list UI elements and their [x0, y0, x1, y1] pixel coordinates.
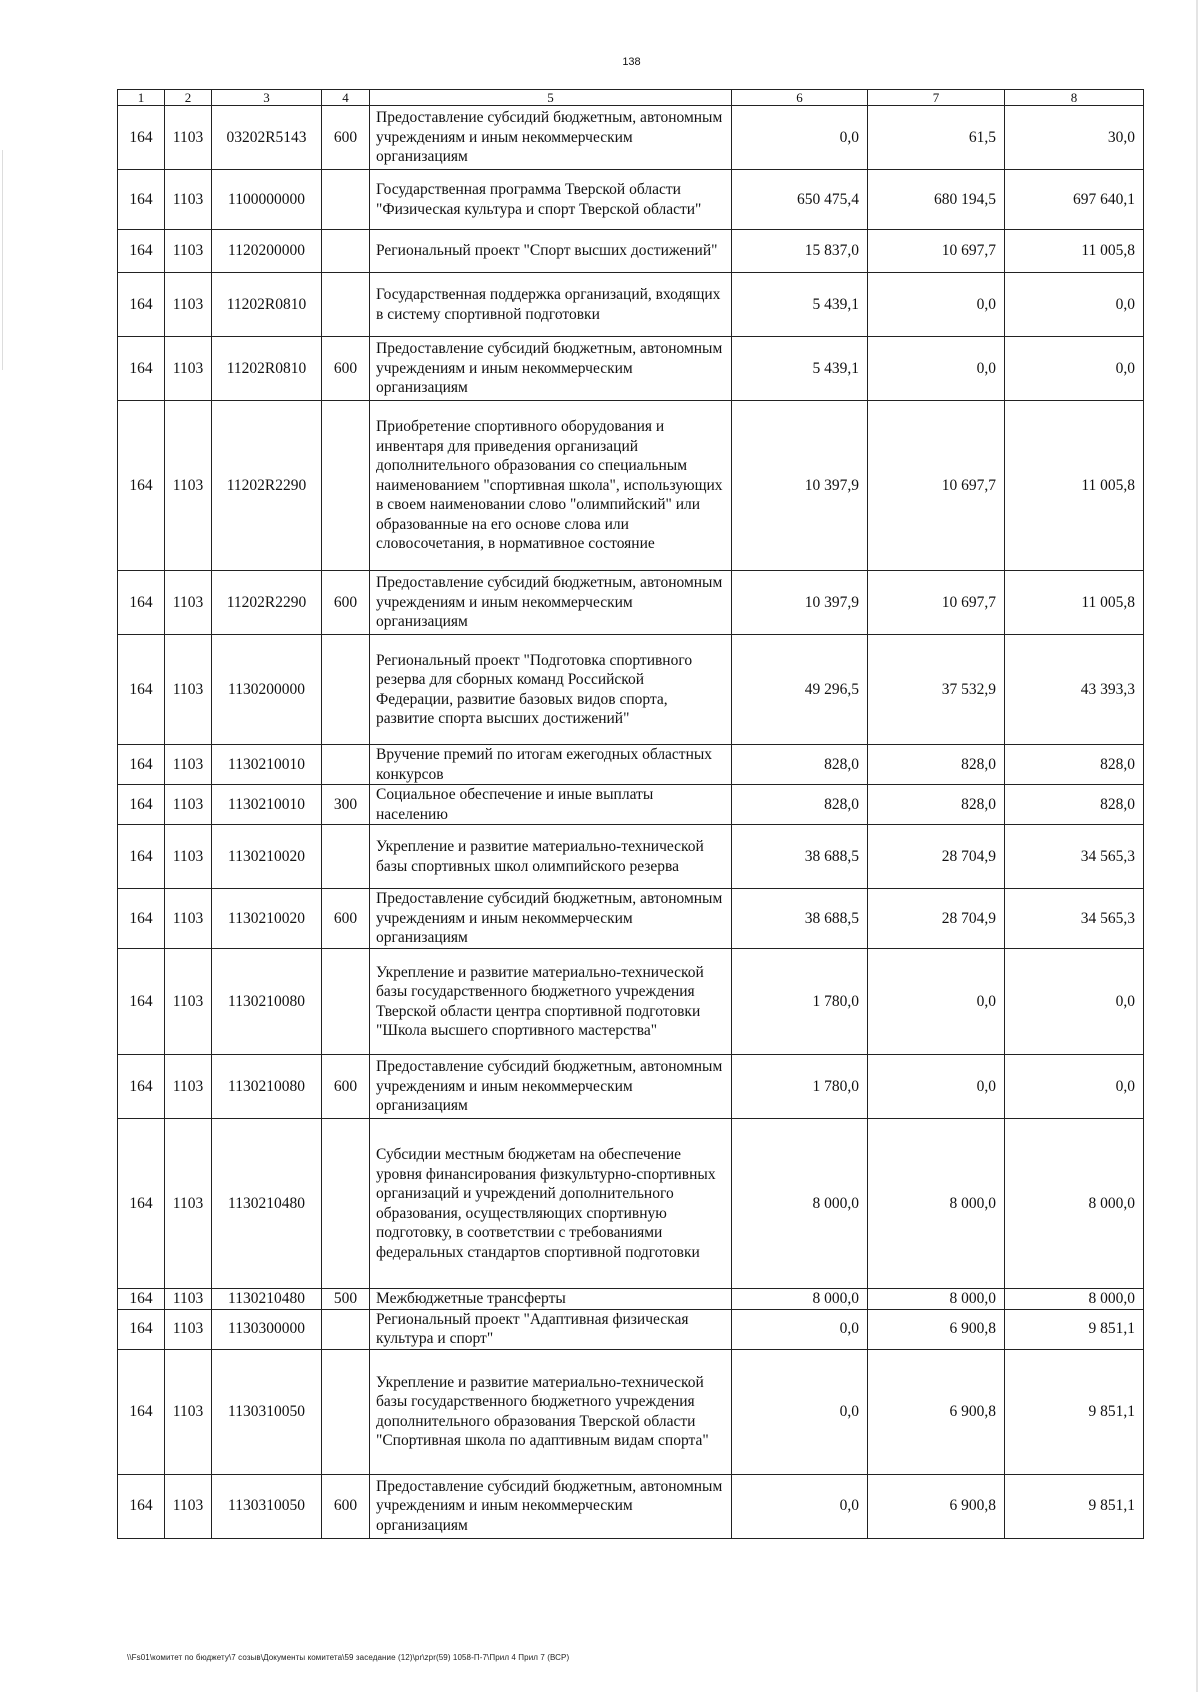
- cell-target-article: 1130210480: [212, 1289, 322, 1310]
- cell-amount-col6: 828,0: [732, 785, 868, 825]
- cell-amount-col6: 0,0: [732, 106, 868, 170]
- cell-target-article: 1130210020: [212, 825, 322, 889]
- cell-admin-code: 164: [118, 337, 165, 401]
- cell-expense-type: [322, 230, 370, 273]
- cell-amount-col7: 6 900,8: [868, 1309, 1005, 1349]
- cell-description: Предоставление субсидий бюджетным, автономным учреждениям и иным некоммерческим организациям: [370, 1474, 732, 1538]
- cell-target-article: 1130210010: [212, 785, 322, 825]
- cell-amount-col7: 28 704,9: [868, 825, 1005, 889]
- cell-section-code: 1103: [165, 825, 212, 889]
- cell-amount-col8: 9 851,1: [1005, 1349, 1144, 1474]
- cell-amount-col6: 0,0: [732, 1474, 868, 1538]
- cell-admin-code: 164: [118, 745, 165, 785]
- cell-description: Региональный проект "Адаптивная физическая культура и спорт": [370, 1309, 732, 1349]
- cell-admin-code: 164: [118, 1055, 165, 1119]
- cell-description: Государственная программа Тверской области "Физическая культура и спорт Тверской области": [370, 170, 732, 230]
- budget-table-body: [118, 90, 1144, 1539]
- table-row: [118, 1119, 1144, 1289]
- table-row: [118, 1289, 1144, 1310]
- cell-expense-type: 600: [322, 889, 370, 949]
- cell-amount-col7: 0,0: [868, 949, 1005, 1055]
- page-number: 138: [622, 56, 641, 68]
- cell-target-article: 1130210080: [212, 949, 322, 1055]
- table-row: [118, 401, 1144, 571]
- scan-edge-shadow: [1196, 0, 1198, 1692]
- cell-target-article: 1130300000: [212, 1309, 322, 1349]
- cell-amount-col8: 828,0: [1005, 785, 1144, 825]
- cell-section-code: 1103: [165, 1349, 212, 1474]
- cell-amount-col8: 11 005,8: [1005, 571, 1144, 635]
- cell-description: Приобретение спортивного оборудования и инвентаря для приведения организаций дополнительного образования со специальным наименованием "спортивная школа", использующих в своем наименовании слово "олимпийский" или образованные на его основе слова или словосочетания, в нормативное состояние: [370, 401, 732, 571]
- table-row: [118, 337, 1144, 401]
- table-row: [118, 825, 1144, 889]
- cell-section-code: 1103: [165, 1119, 212, 1289]
- cell-amount-col8: 9 851,1: [1005, 1474, 1144, 1538]
- cell-section-code: 1103: [165, 571, 212, 635]
- cell-expense-type: 600: [322, 571, 370, 635]
- cell-section-code: 1103: [165, 1309, 212, 1349]
- cell-amount-col8: 11 005,8: [1005, 401, 1144, 571]
- cell-amount-col8: 30,0: [1005, 106, 1144, 170]
- cell-section-code: 1103: [165, 106, 212, 170]
- cell-expense-type: [322, 825, 370, 889]
- cell-description: Предоставление субсидий бюджетным, автономным учреждениям и иным некоммерческим организациям: [370, 889, 732, 949]
- header-cell: 8: [1005, 90, 1144, 106]
- cell-expense-type: [322, 401, 370, 571]
- cell-amount-col6: 10 397,9: [732, 571, 868, 635]
- cell-admin-code: 164: [118, 273, 165, 337]
- table-row: [118, 889, 1144, 949]
- cell-admin-code: 164: [118, 1289, 165, 1310]
- cell-expense-type: [322, 745, 370, 785]
- cell-amount-col7: 0,0: [868, 1055, 1005, 1119]
- cell-admin-code: 164: [118, 230, 165, 273]
- header-cell: 6: [732, 90, 868, 106]
- cell-section-code: 1103: [165, 635, 212, 745]
- cell-admin-code: 164: [118, 571, 165, 635]
- cell-section-code: 1103: [165, 1055, 212, 1119]
- cell-amount-col8: 0,0: [1005, 273, 1144, 337]
- cell-expense-type: [322, 1119, 370, 1289]
- cell-section-code: 1103: [165, 273, 212, 337]
- cell-target-article: 03202R5143: [212, 106, 322, 170]
- cell-amount-col6: 0,0: [732, 1309, 868, 1349]
- cell-amount-col7: 10 697,7: [868, 230, 1005, 273]
- cell-description: Укрепление и развитие материально-технической базы спортивных школ олимпийского резерва: [370, 825, 732, 889]
- cell-amount-col6: 38 688,5: [732, 889, 868, 949]
- cell-target-article: 1130200000: [212, 635, 322, 745]
- cell-amount-col6: 5 439,1: [732, 337, 868, 401]
- table-row: [118, 106, 1144, 170]
- cell-admin-code: 164: [118, 889, 165, 949]
- header-cell: 7: [868, 90, 1005, 106]
- cell-admin-code: 164: [118, 170, 165, 230]
- cell-admin-code: 164: [118, 1119, 165, 1289]
- header-cell: 1: [118, 90, 165, 106]
- cell-amount-col6: 15 837,0: [732, 230, 868, 273]
- cell-amount-col6: 1 780,0: [732, 1055, 868, 1119]
- cell-amount-col8: 11 005,8: [1005, 230, 1144, 273]
- cell-amount-col8: 43 393,3: [1005, 635, 1144, 745]
- header-cell: 4: [322, 90, 370, 106]
- cell-amount-col8: 0,0: [1005, 949, 1144, 1055]
- cell-expense-type: [322, 1309, 370, 1349]
- cell-description: Предоставление субсидий бюджетным, автономным учреждениям и иным некоммерческим организациям: [370, 337, 732, 401]
- cell-amount-col6: 5 439,1: [732, 273, 868, 337]
- cell-amount-col8: 0,0: [1005, 1055, 1144, 1119]
- cell-amount-col6: 38 688,5: [732, 825, 868, 889]
- cell-amount-col7: 0,0: [868, 273, 1005, 337]
- table-row: [118, 1055, 1144, 1119]
- cell-target-article: 11202R2290: [212, 571, 322, 635]
- cell-admin-code: 164: [118, 825, 165, 889]
- cell-amount-col7: 10 697,7: [868, 401, 1005, 571]
- cell-expense-type: 600: [322, 337, 370, 401]
- cell-expense-type: 600: [322, 1055, 370, 1119]
- scan-margin-mark: [2, 150, 3, 370]
- cell-description: Укрепление и развитие материально-технической базы государственного бюджетного учреждения дополнительного образования Тверской области "Спортивная школа по адаптивным видам спорта": [370, 1349, 732, 1474]
- cell-expense-type: 600: [322, 106, 370, 170]
- cell-expense-type: [322, 949, 370, 1055]
- cell-expense-type: [322, 635, 370, 745]
- cell-amount-col8: 34 565,3: [1005, 825, 1144, 889]
- cell-description: Вручение премий по итогам ежегодных областных конкурсов: [370, 745, 732, 785]
- cell-amount-col7: 680 194,5: [868, 170, 1005, 230]
- cell-amount-col7: 0,0: [868, 337, 1005, 401]
- cell-expense-type: 600: [322, 1474, 370, 1538]
- cell-amount-col8: 697 640,1: [1005, 170, 1144, 230]
- cell-amount-col6: 0,0: [732, 1349, 868, 1474]
- cell-target-article: 11202R0810: [212, 273, 322, 337]
- cell-expense-type: 500: [322, 1289, 370, 1310]
- cell-description: Социальное обеспечение и иные выплаты населению: [370, 785, 732, 825]
- cell-description: Предоставление субсидий бюджетным, автономным учреждениям и иным некоммерческим организациям: [370, 1055, 732, 1119]
- cell-amount-col6: 828,0: [732, 745, 868, 785]
- cell-section-code: 1103: [165, 745, 212, 785]
- cell-amount-col6: 8 000,0: [732, 1289, 868, 1310]
- header-cell: 5: [370, 90, 732, 106]
- cell-description: Межбюджетные трансферты: [370, 1289, 732, 1310]
- cell-target-article: 1130210080: [212, 1055, 322, 1119]
- table-row: [118, 785, 1144, 825]
- cell-amount-col8: 9 851,1: [1005, 1309, 1144, 1349]
- table-row: [118, 571, 1144, 635]
- table-row: [118, 1474, 1144, 1538]
- table-row: [118, 745, 1144, 785]
- cell-amount-col7: 8 000,0: [868, 1289, 1005, 1310]
- cell-section-code: 1103: [165, 401, 212, 571]
- cell-section-code: 1103: [165, 337, 212, 401]
- cell-amount-col7: 37 532,9: [868, 635, 1005, 745]
- table-row: [118, 1309, 1144, 1349]
- table-row: [118, 949, 1144, 1055]
- cell-section-code: 1103: [165, 1474, 212, 1538]
- cell-target-article: 1120200000: [212, 230, 322, 273]
- header-cell: 2: [165, 90, 212, 106]
- cell-amount-col6: 10 397,9: [732, 401, 868, 571]
- table-row: [118, 170, 1144, 230]
- cell-target-article: 1130210480: [212, 1119, 322, 1289]
- cell-section-code: 1103: [165, 230, 212, 273]
- table-row: [118, 273, 1144, 337]
- cell-description: Государственная поддержка организаций, входящих в систему спортивной подготовки: [370, 273, 732, 337]
- cell-section-code: 1103: [165, 1289, 212, 1310]
- cell-description: Субсидии местным бюджетам на обеспечение уровня финансирования физкультурно-спортивных организаций и учреждений дополнительного образования, осуществляющих спортивную подготовку, в соответствии с требованиями федеральных стандартов спортивной подготовки: [370, 1119, 732, 1289]
- file-path-footer: \\Fs01\комитет по бюджету\7 созыв\Документы комитета\59 заседание (12)\pr\zpr(59) 1058-П-7\Прил 4 Прил 7 (ВСР): [127, 1653, 570, 1662]
- cell-target-article: 11202R0810: [212, 337, 322, 401]
- cell-section-code: 1103: [165, 949, 212, 1055]
- cell-target-article: 1130310050: [212, 1349, 322, 1474]
- cell-admin-code: 164: [118, 635, 165, 745]
- cell-admin-code: 164: [118, 1309, 165, 1349]
- cell-amount-col7: 28 704,9: [868, 889, 1005, 949]
- cell-amount-col8: 34 565,3: [1005, 889, 1144, 949]
- header-cell: 3: [212, 90, 322, 106]
- table-row: [118, 635, 1144, 745]
- cell-admin-code: 164: [118, 1349, 165, 1474]
- cell-amount-col7: 8 000,0: [868, 1119, 1005, 1289]
- cell-amount-col6: 1 780,0: [732, 949, 868, 1055]
- cell-section-code: 1103: [165, 889, 212, 949]
- cell-admin-code: 164: [118, 949, 165, 1055]
- cell-amount-col7: 828,0: [868, 745, 1005, 785]
- cell-expense-type: [322, 273, 370, 337]
- cell-amount-col7: 6 900,8: [868, 1349, 1005, 1474]
- header-row: [118, 90, 1144, 106]
- cell-description: Региональный проект "Подготовка спортивного резерва для сборных команд Российской Федерации, развитие базовых видов спорта, развитие спорта высших достижений": [370, 635, 732, 745]
- cell-description: Предоставление субсидий бюджетным, автономным учреждениям и иным некоммерческим организациям: [370, 106, 732, 170]
- cell-admin-code: 164: [118, 401, 165, 571]
- cell-amount-col6: 49 296,5: [732, 635, 868, 745]
- cell-amount-col7: 828,0: [868, 785, 1005, 825]
- cell-amount-col8: 0,0: [1005, 337, 1144, 401]
- cell-target-article: 1100000000: [212, 170, 322, 230]
- cell-target-article: 1130310050: [212, 1474, 322, 1538]
- cell-section-code: 1103: [165, 785, 212, 825]
- cell-description: Укрепление и развитие материально-технической базы государственного бюджетного учреждения Тверской области центра спортивной подготовки "Школа высшего спортивного мастерства": [370, 949, 732, 1055]
- cell-target-article: 1130210020: [212, 889, 322, 949]
- cell-admin-code: 164: [118, 785, 165, 825]
- cell-amount-col8: 828,0: [1005, 745, 1144, 785]
- cell-admin-code: 164: [118, 1474, 165, 1538]
- cell-amount-col7: 10 697,7: [868, 571, 1005, 635]
- cell-target-article: 11202R2290: [212, 401, 322, 571]
- cell-amount-col6: 650 475,4: [732, 170, 868, 230]
- cell-target-article: 1130210010: [212, 745, 322, 785]
- table-row: [118, 230, 1144, 273]
- budget-table: [117, 89, 1144, 1539]
- cell-amount-col8: 8 000,0: [1005, 1289, 1144, 1310]
- cell-amount-col6: 8 000,0: [732, 1119, 868, 1289]
- cell-description: Предоставление субсидий бюджетным, автономным учреждениям и иным некоммерческим организациям: [370, 571, 732, 635]
- cell-expense-type: [322, 170, 370, 230]
- cell-admin-code: 164: [118, 106, 165, 170]
- table-row: [118, 1349, 1144, 1474]
- cell-amount-col7: 6 900,8: [868, 1474, 1005, 1538]
- cell-amount-col7: 61,5: [868, 106, 1005, 170]
- cell-expense-type: 300: [322, 785, 370, 825]
- cell-amount-col8: 8 000,0: [1005, 1119, 1144, 1289]
- cell-description: Региональный проект "Спорт высших достижений": [370, 230, 732, 273]
- cell-expense-type: [322, 1349, 370, 1474]
- cell-section-code: 1103: [165, 170, 212, 230]
